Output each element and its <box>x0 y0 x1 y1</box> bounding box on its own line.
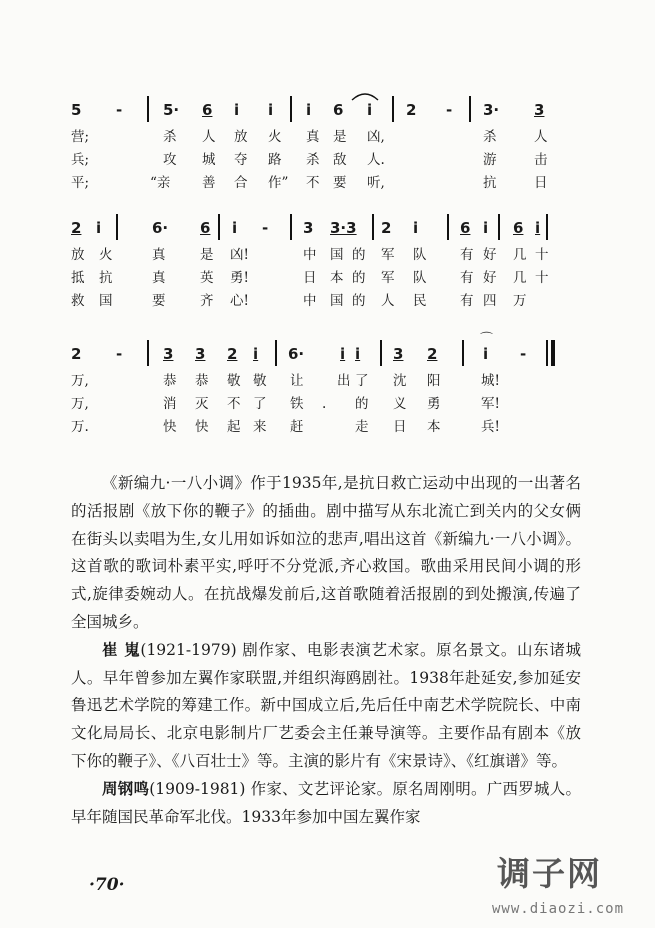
lyrics-verse-2 <box>0 395 655 413</box>
lyric: 抗 <box>483 175 497 191</box>
note: 3·3 <box>330 219 357 237</box>
note: 2 <box>406 101 417 119</box>
lyric: 起 <box>227 419 241 435</box>
note: 2 <box>227 345 238 363</box>
lyric: 勇 <box>427 396 441 412</box>
lyric: 军! <box>481 396 500 412</box>
lyrics-verse-2 <box>0 151 655 169</box>
lyric: 勇! <box>230 270 249 286</box>
note: i <box>232 219 238 237</box>
note: i <box>340 345 346 363</box>
lyric: 敬 <box>227 373 241 389</box>
lyric: 真 <box>152 247 166 263</box>
lyric: 抵 <box>71 270 85 286</box>
lyric: 的 <box>355 396 369 412</box>
lyric: 队 <box>413 247 427 263</box>
lyric: 敬 <box>253 373 267 389</box>
lyric: 日 <box>303 270 317 286</box>
lyric: 齐 <box>200 293 214 309</box>
note: - <box>116 101 123 119</box>
lyric: 灭 <box>195 396 209 412</box>
article-body <box>71 470 581 831</box>
barline <box>469 96 471 122</box>
lyric: 兵; <box>71 152 90 168</box>
lyric: 击 <box>534 152 548 168</box>
notes-row <box>0 218 655 244</box>
note: 6 <box>513 219 524 237</box>
barline <box>380 340 382 366</box>
lyric: 有 <box>460 270 474 286</box>
lyric: 日 <box>534 175 548 191</box>
lyric: 人. <box>367 152 385 168</box>
lyrics-verse-1 <box>0 128 655 146</box>
note: 3 <box>195 345 206 363</box>
lyric: 英 <box>200 270 214 286</box>
lyric: 恭 <box>195 373 209 389</box>
lyric: 救 <box>71 293 85 309</box>
person-name: 崔 嵬 <box>102 640 141 659</box>
lyric: 铁 <box>290 396 304 412</box>
lyrics-verse-2 <box>0 269 655 287</box>
lyric: 有 <box>460 247 474 263</box>
note: 6 <box>200 219 211 237</box>
note: 5 <box>71 101 82 119</box>
lyric: 心! <box>230 293 249 309</box>
lyric: 十 <box>535 270 549 286</box>
watermark-site-name: 调子网 <box>497 854 602 893</box>
lyric: 夺 <box>234 152 248 168</box>
note: i <box>483 345 489 363</box>
lyric: 好 <box>483 270 497 286</box>
lyric: 的 <box>352 293 366 309</box>
barline <box>218 214 220 240</box>
lyric: 万, <box>71 396 89 412</box>
slur-mark <box>350 90 380 102</box>
paragraph-biography-zhou-gangming <box>71 776 581 832</box>
note: - <box>520 345 527 363</box>
barline <box>372 214 374 240</box>
note: i <box>306 101 312 119</box>
lyric: 国 <box>330 293 344 309</box>
lyrics-verse-3 <box>0 174 655 192</box>
lyric: 国 <box>330 247 344 263</box>
note: 3· <box>483 101 500 119</box>
barline <box>290 214 292 240</box>
lyric: 万, <box>71 373 89 389</box>
lyric: 中 <box>303 293 317 309</box>
lyric: 放 <box>234 129 248 145</box>
note: 2 <box>71 345 82 363</box>
note: 2 <box>381 219 392 237</box>
lyric: 善 <box>202 175 216 191</box>
lyric: 人 <box>381 293 395 309</box>
note: 2 <box>71 219 82 237</box>
barline <box>116 214 118 240</box>
lyric: 四 <box>483 293 497 309</box>
note: 6· <box>152 219 169 237</box>
note: i <box>367 101 373 119</box>
note: 2 <box>427 345 438 363</box>
lyric: 杀 <box>306 152 320 168</box>
lyric: “亲 <box>150 175 171 191</box>
notes-row <box>0 100 655 126</box>
biography-text: (1921-1979) 剧作家、电影表演艺术家。原名景文。山东诸城人。早年曾参加左翼作家联盟,并组织海鸥剧社。1938年赴延安,参加延安鲁迅艺术学院的筹建工作。新中国成立后,先后任中南艺术学院院长、中南文化局局长、北京电影制片厂艺委会主任兼导演等。主要作品有剧本《放下你的鞭子》、《八百壮士》等。主演的影片有《宋景诗》、《红旗谱》等。 <box>71 640 581 770</box>
lyric: 杀 <box>163 129 177 145</box>
lyric: 好 <box>483 247 497 263</box>
note: 3 <box>393 345 404 363</box>
lyric: 快 <box>195 419 209 435</box>
lyric: . <box>322 396 327 412</box>
lyric: 恭 <box>163 373 177 389</box>
lyric: 人 <box>534 129 548 145</box>
lyric: 听, <box>367 175 385 191</box>
note: i <box>268 101 274 119</box>
lyric: 路 <box>268 152 282 168</box>
lyric: 是 <box>200 247 214 263</box>
lyric: 合 <box>234 175 248 191</box>
lyric: 让 <box>290 373 304 389</box>
lyric: 中 <box>303 247 317 263</box>
lyric: 国 <box>99 293 113 309</box>
note: - <box>262 219 269 237</box>
lyric: 抗 <box>99 270 113 286</box>
biography-text: (1909-1981) 作家、文艺评论家。原名周刚明。广西罗城人。早年随国民革命军北伐。1933年参加中国左翼作家 <box>71 779 581 826</box>
note: 6 <box>460 219 471 237</box>
lyric: 万 <box>513 293 527 309</box>
notes-row <box>0 332 655 370</box>
lyric: 本 <box>330 270 344 286</box>
lyric: 凶! <box>230 247 249 263</box>
lyric: 作” <box>268 175 289 191</box>
lyric: 兵! <box>481 419 500 435</box>
note: i <box>234 101 240 119</box>
lyric: 是 <box>333 129 347 145</box>
note: 6 <box>202 101 213 119</box>
lyric: 赶 <box>290 419 304 435</box>
barline <box>290 96 292 122</box>
lyrics-verse-1 <box>0 372 655 390</box>
note: i <box>413 219 419 237</box>
lyric: 沈 <box>393 373 407 389</box>
lyric: 了 <box>355 373 369 389</box>
note: - <box>116 345 123 363</box>
lyric: 队 <box>413 270 427 286</box>
lyric: 十 <box>535 247 549 263</box>
barline <box>447 214 449 240</box>
note: i <box>96 219 102 237</box>
barline <box>498 214 500 240</box>
paragraph-biography-cui-wei <box>71 637 581 776</box>
barline <box>392 96 394 122</box>
note: - <box>446 101 453 119</box>
lyric: 日 <box>393 419 407 435</box>
lyric: 平; <box>71 175 90 191</box>
lyric: 的 <box>352 270 366 286</box>
lyric: 了 <box>253 396 267 412</box>
lyric: 几 <box>513 270 527 286</box>
note: 6· <box>288 345 305 363</box>
lyric: 几 <box>513 247 527 263</box>
lyric: 要 <box>333 175 347 191</box>
note: 3 <box>163 345 174 363</box>
barline <box>147 96 149 122</box>
lyric: 万. <box>71 419 89 435</box>
lyric: 凶, <box>367 129 385 145</box>
lyric: 不 <box>227 396 241 412</box>
lyric: 攻 <box>163 152 177 168</box>
lyrics-verse-3 <box>0 418 655 436</box>
lyric: 火 <box>99 247 113 263</box>
final-barline-thick <box>551 340 555 366</box>
paragraph-song-history: 《新编九·一八小调》作于1935年,是抗日救亡运动中出现的一出著名的活报剧《放下你的鞭子》的插曲。剧中描写从东北流亡到关内的父女俩在街头以卖唱为生,女儿用如诉如泣的悲声,唱出这首《新编九·一八小调》。这首歌的歌词朴素平实,呼吁不分党派,齐心救国。歌曲采用民间小调的形式,旋律委婉动人。在抗战爆发前后,这首歌随着活报剧的到处搬演,传遍了全国城乡。 <box>71 474 581 631</box>
lyric: 军 <box>381 270 395 286</box>
lyric: 民 <box>413 293 427 309</box>
note: 6 <box>333 101 344 119</box>
lyric: 营; <box>71 129 90 145</box>
person-name: 周钢鸣 <box>102 779 150 798</box>
lyric: 军 <box>381 247 395 263</box>
lyrics-verse-3 <box>0 292 655 310</box>
lyric: 有 <box>460 293 474 309</box>
lyric: 城 <box>202 152 216 168</box>
lyric: 出 <box>337 373 351 389</box>
lyric: 真 <box>152 270 166 286</box>
barline <box>147 340 149 366</box>
lyric: 火 <box>268 129 282 145</box>
lyric: 杀 <box>483 129 497 145</box>
lyric: 城! <box>481 373 500 389</box>
lyric: 的 <box>352 247 366 263</box>
page-number: ·70· <box>89 875 125 895</box>
lyric: 消 <box>163 396 177 412</box>
note: i <box>253 345 259 363</box>
lyric: 来 <box>253 419 267 435</box>
final-barline <box>546 340 548 366</box>
note: 3 <box>303 219 314 237</box>
fermata-icon: ⌒ <box>480 332 494 347</box>
lyric: 走 <box>355 419 369 435</box>
lyric: 快 <box>163 419 177 435</box>
note: i <box>535 219 541 237</box>
lyric: 本 <box>427 419 441 435</box>
lyric: 敌 <box>333 152 347 168</box>
lyrics-verse-1 <box>0 246 655 264</box>
lyric: 要 <box>152 293 166 309</box>
watermark-url: www.diaozi.com <box>492 901 625 917</box>
note: 5· <box>163 101 180 119</box>
lyric: 阳 <box>427 373 441 389</box>
lyric: 义 <box>393 396 407 412</box>
lyric: 放 <box>71 247 85 263</box>
lyric: 游 <box>483 152 497 168</box>
barline <box>275 340 277 366</box>
lyric: 人 <box>202 129 216 145</box>
lyric: 不 <box>306 175 320 191</box>
note: 3 <box>534 101 545 119</box>
barline <box>462 340 464 366</box>
note: i <box>355 345 361 363</box>
barline <box>546 214 548 240</box>
note: i <box>483 219 489 237</box>
lyric: 真 <box>306 129 320 145</box>
